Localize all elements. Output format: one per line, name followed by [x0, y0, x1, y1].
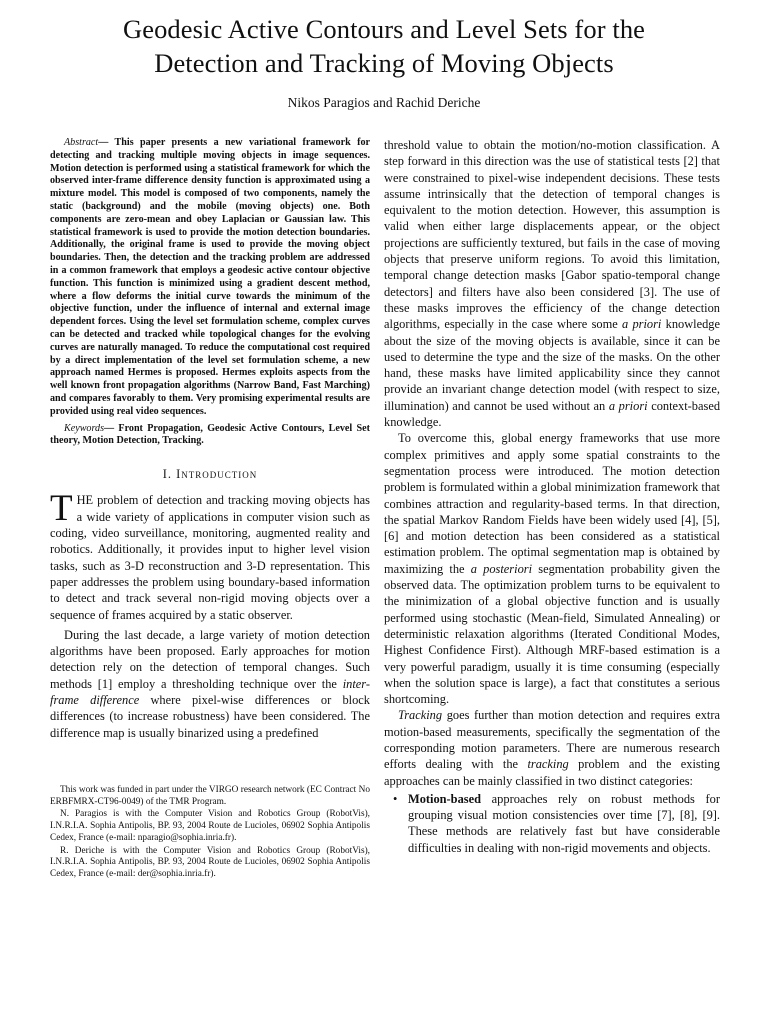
paper-title [0, 12, 768, 80]
intro-p2-a: During the last decade, a large variety of motion detection algorithms have been proposed. Early approaches for motion detection rely on the detection of temporal changes. Such methods [1] employ a thresholding technique over the [50, 627, 370, 691]
right-p3-b: problem and the existing approaches can be mainly classified in two distinct categories: [384, 757, 720, 788]
abstract-body: — This paper presents a new variational framework for detecting and tracking multiple moving objects in image sequences. Motion detection is performed using a statistical framework for which the observed inter-frame difference density function is approximated using a mixture model. This model is composed of two components, namely the static (background) and the mobile (moving objects) one. Both components are zero-mean and obey Laplacian or Gaussian law. This statistical framework is used to provide the motion detection boundaries. Additionally, the original frame is used to provide the moving object boundaries. Then, the detection and the tracking problem are addressed in a common framework that employs a geodesic active contour objective function. This function is minimized using a gradient descent method, where a flow deforms the initial curve towards the minimum of the objective function, under the influence of internal and external image dependent forces. Using the level set formulation scheme, complex curves can be detected and tracked while topological changes for the evolving curves are naturally managed. To reduce the computational cost required by a direct implementation of the level set formulation scheme, a new approach named Hermes is proposed. Hermes exploits aspects from the well known front propagation algorithms (Narrow Band, Fast Marching) and compares favorably to them. Very promising experimental results are provided using real video sequences. [50, 137, 370, 417]
footnote-author-1: N. Paragios is with the Computer Vision and Robotics Group (RobotVis), I.N.R.I.A. Sophia Antipolis, BP. 93, 2004 Route de Lucioles, 06902 Sophia Antipolis Cedex, France (e-mail: nparagio@sophia.inria.fr). [50, 809, 370, 843]
footnote-author-2: R. Deriche is with the Computer Vision and Robotics Group (RobotVis), I.N.R.I.A. Sophia Antipolis, BP. 93, 2004 Route de Lucioles, 06902 Sophia Antipolis Cedex, France (e-mail: der@sophia.inria.fr). [50, 845, 370, 879]
right-column [384, 137, 720, 856]
footnotes [50, 785, 370, 882]
right-p3-emphasis-1: Tracking [398, 708, 443, 723]
keywords-lead: Keywords [64, 422, 105, 434]
right-p2-b: segmentation probability given the observed data. The optimization problem turns to be equivalent to the minimization of a global objective function and is usually performed using stochastic (Mean-field, Simulated Annealing) or deterministic relaxation algorithms (Iterated Conditional Modes, Highest Confidence First). Although MRF-based estimation is a very powerful paradigm, usually it is time consuming (especially when the solution space is large), a fact that constitutes a serious shortcoming. [384, 561, 720, 707]
keywords [50, 423, 370, 449]
right-p3-a: goes further than motion detection and requires extra motion-based measurements, specifically the segmentation of the corresponding motion parameters. There are numerous research efforts dealing with the [384, 708, 720, 772]
right-paragraph-2 [384, 430, 720, 707]
section-title: I. Introduction [162, 467, 258, 482]
right-p1-b: knowledge about the size of the moving objects is available, since it can be used to determine the type and the size of the masks. On the other hand, these masks have limited applicability since they cannot provide an invariant change detection model (with respect to size, illumination) and cannot be used without an [384, 317, 721, 413]
drop-cap: T [50, 488, 73, 530]
authors: Nikos Paragios and Rachid Deriche [287, 95, 481, 110]
intro-p2-b: where pixel-wise differences or block differences (to increase robustness) have been considered. The difference map is usually binarized using a predefined [50, 692, 370, 740]
title-line-1: Geodesic Active Contours and Level Sets for the [122, 14, 646, 44]
right-p3-emphasis-2: tracking [527, 757, 569, 772]
category-list [384, 791, 720, 856]
intro-p2-emphasis: inter-frame difference [50, 676, 370, 707]
right-p1-emphasis-2: a priori [608, 398, 648, 413]
intro-p1-text: HE problem of detection and tracking moving objects has a wide variety of applications in computer vision such as coding, video surveillance, monitoring, augmented reality and robotics. Additionally, it provides input to higher level vision tasks, such as 3-D reconstruction and 3-D representation. This paper addresses the problem using boundary-based information to detect and track several non-rigid moving objects over a sequence of frames acquired by a static observer. [50, 493, 370, 622]
bullet-1-heading: Motion-based [408, 791, 481, 806]
left-column [50, 137, 370, 741]
right-p2-a: To overcome this, global energy frameworks that use more complex primitives and apply some spatial constraints to the segmentation process were introduced. The motion detection problem is formulated within a global minimization framework that combines attraction and regularity-based terms. In that direction, the spatial Markov Random Fields have been widely used [4], [5], [6] and motion detection has been considered as a statistical estimation problem. The optimal segmentation map is obtained by maximizing the [384, 431, 720, 576]
right-p1-emphasis-1: a priori [621, 317, 662, 332]
intro-paragraph-2 [50, 627, 370, 741]
footnote-funding: This work was funded in part under the VIRGO research network (EC Contract No ERBFMRX-CT96-0049) of the TMR Program. [50, 785, 370, 807]
bullet-1-text: approaches rely on robust methods for grouping visual motion consistencies over time [7], [8], [9]. These methods are relatively fast but have considerable difficulties in dealing with non-rigid movements and objects. [408, 791, 720, 855]
title-line-2: Detection and Tracking of Moving Objects [154, 48, 614, 78]
keywords-body: — Front Propagation, Geodesic Active Contours, Level Set theory, Motion Detection, Tracking. [50, 422, 370, 447]
right-p2-emphasis: a posteriori [470, 561, 533, 576]
right-p1-a: threshold value to obtain the motion/no-motion classification. A step forward in this direction was the use of statistical tests [2] that were constrained to pixel-wise independent decisions. These tests assume intrinsically that the detection of temporal changes is equivalent to the motion detection. However, this assumption is valid when either large displacements appear, or the object projections are sufficiently textured, but fails in the case of moving objects that preserve uniform regions. To avoid this limitation, temporal change detection masks [Gabor spatio-temporal change detectors] and filters have also been considered [3]. The use of these masks improves the efficiency of the change detection algorithms, especially in the case where some [384, 138, 720, 332]
abstract-lead: Abstract [64, 137, 99, 148]
abstract [50, 137, 370, 419]
list-item [393, 791, 720, 856]
bullet-icon: • [393, 791, 398, 806]
intro-paragraph-1 [50, 488, 370, 622]
right-p1-c: context-based knowledge. [384, 398, 721, 430]
right-paragraph-3 [384, 707, 720, 788]
right-paragraph-1 [384, 137, 720, 430]
